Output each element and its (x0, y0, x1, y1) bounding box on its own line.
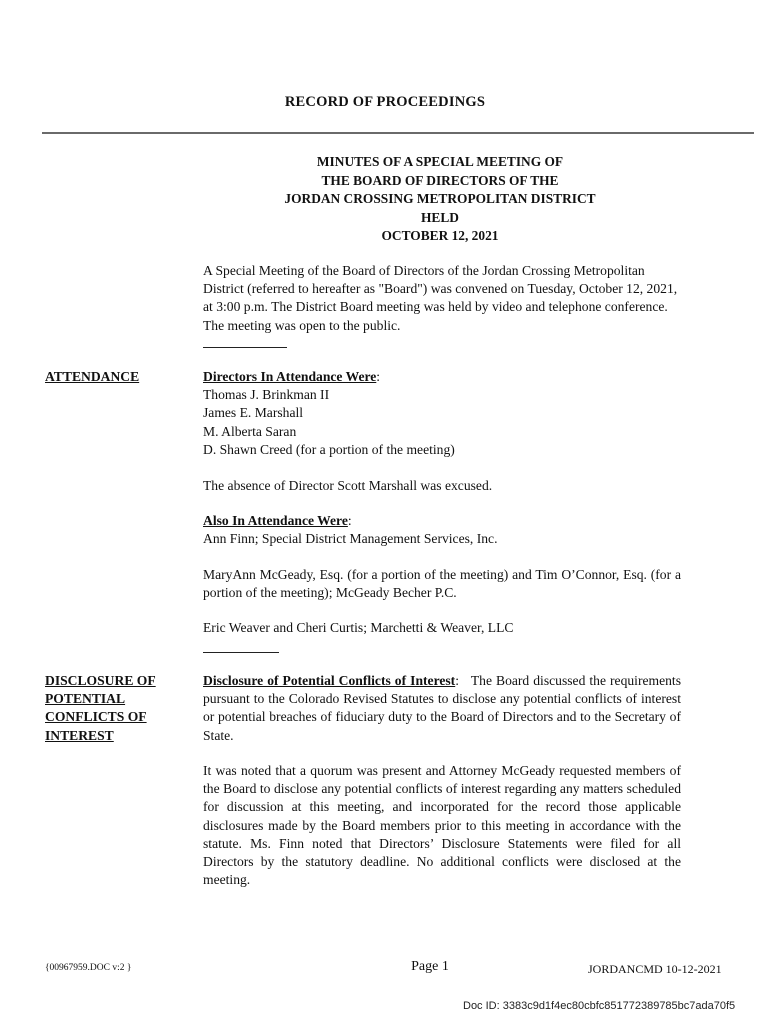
attendance-section (203, 368, 681, 459)
disclosure-heading: Disclosure of Potential Conflicts of Interest (203, 673, 456, 688)
disclosure-label-line-4: INTEREST (45, 727, 114, 743)
also-attendance-section (203, 512, 681, 548)
directors-heading-line: Directors In Attendance Were: (203, 369, 381, 384)
disclosure-label (45, 672, 185, 745)
director-4: D. Shawn Creed (for a portion of the meeting) (203, 441, 455, 457)
director-3: M. Alberta Saran (203, 423, 297, 439)
attendance-label: ATTENDANCE (45, 369, 140, 384)
doc-id: Doc ID: 3383c9d1f4ec80cbfc851772389785bc7ada70f5 (463, 1000, 736, 1012)
section-divider-1 (203, 347, 287, 348)
directors-heading: Directors In Attendance Were (203, 369, 377, 384)
intro-paragraph: A Special Meeting of the Board of Directors of the Jordan Crossing Metropolitan District (referred to hereafter as "Board") was convened on Tuesday, October 12, 2021, at 3:00 p.m. The District Board meeting was held by video and telephone conference. The meeting was open to the public. (203, 263, 678, 333)
also-heading-line: Also In Attendance Were: (203, 513, 352, 528)
record-title: RECORD OF PROCEEDINGS (284, 94, 486, 110)
minutes-title-line-4: HELD (421, 209, 459, 225)
also-heading: Also In Attendance Were (203, 513, 348, 528)
minutes-title-line-1: MINUTES OF A SPECIAL MEETING OF (316, 154, 564, 169)
minutes-title (0, 153, 770, 246)
footer-page-number: Page 1 (411, 959, 449, 974)
disclosure-text-1: The Board discussed the requirements pursuant to the Colorado Revised Statutes to disclose any potential conflicts of interest or potential breaches of fiduciary duty to the Board of Directors and to the Secretary of State. (203, 673, 681, 743)
disclosure-label-line-1: DISCLOSURE OF (45, 673, 156, 688)
footer-district-date: JORDANCMD 10-12-2021 (588, 962, 722, 976)
minutes-title-line-3: JORDAN CROSSING METROPOLITAN DISTRICT (284, 191, 596, 206)
section-divider-2 (203, 652, 279, 653)
disclosure-paragraph-1: Disclosure of Potential Conflicts of Interest: The Board discussed the requirements pursuant to the Colorado Revised Statutes to disclose any potential conflicts of interest or potential breaches of fiduciary duty to the Board of Directors and to the Secretary of State. (203, 673, 681, 743)
director-2: James E. Marshall (203, 405, 304, 421)
minutes-title-line-5: OCTOBER 12, 2021 (381, 228, 499, 243)
also-attendee-3: Eric Weaver and Cheri Curtis; Marchetti & Weaver, LLC (203, 620, 514, 635)
absence-note: The absence of Director Scott Marshall was excused. (203, 478, 493, 493)
minutes-title-line-2: THE BOARD OF DIRECTORS OF THE (321, 172, 559, 188)
director-1: Thomas J. Brinkman II (203, 387, 330, 403)
footer-doc-ref: {00967959.DOC v:2 } (45, 963, 132, 973)
header-rule (42, 132, 754, 134)
disclosure-label-line-2: POTENTIAL (45, 691, 126, 707)
also-attendee-2: MaryAnn McGeady, Esq. (for a portion of the meeting) and Tim O’Connor, Esq. (for a portion of the meeting); McGeady Becher P.C. (203, 567, 681, 601)
disclosure-paragraph-2: It was noted that a quorum was present and Attorney McGeady requested members of the Board to disclose any potential conflicts of interest regarding any matters scheduled for discussion at this meeting, and incorporated for the record those applicable disclosures made by the Board members prior to this meeting in accordance with the statute. Ms. Finn noted that Directors’ Disclosure Statements were filed for all Directors by the statutory deadline. No additional conflicts were disclosed at the meeting. (203, 763, 681, 888)
disclosure-label-line-3: CONFLICTS OF (45, 709, 147, 725)
also-attendee-1: Ann Finn; Special District Management Services, Inc. (203, 531, 498, 547)
